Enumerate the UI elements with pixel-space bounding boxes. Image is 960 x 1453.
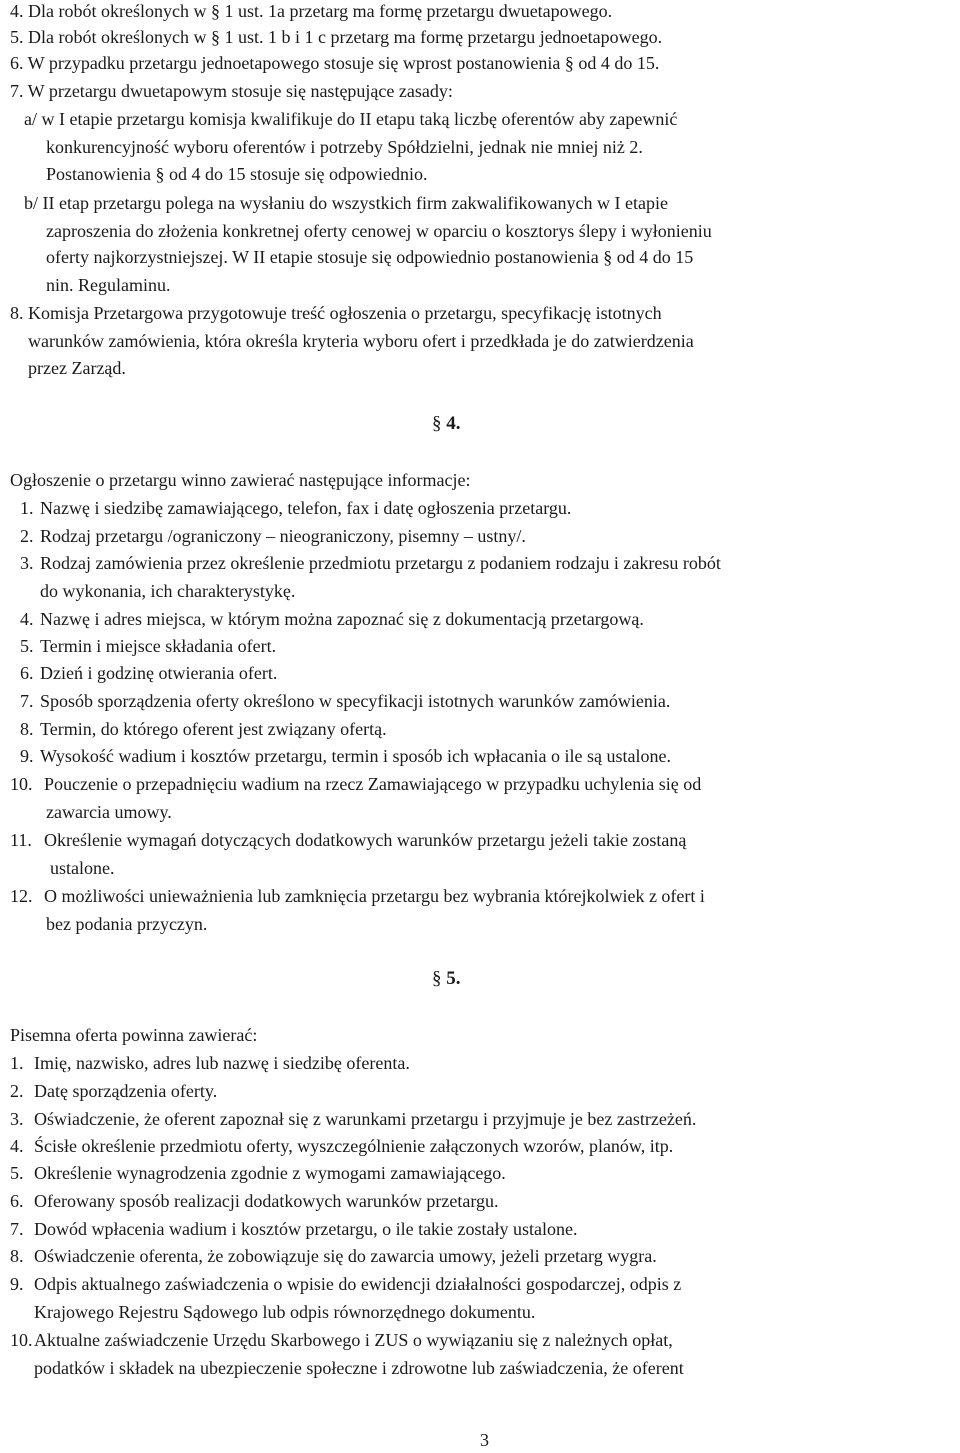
cont-item-6: 6. W przypadku przetargu jednoetapowego stosuje się wprost postanowienia § od 4 do 15.	[10, 53, 660, 73]
list-item-text: Rodzaj przetargu /ograniczony – nieograniczony, pisemny – ustny/.	[40, 526, 526, 546]
section-4-intro: Ogłoszenie o przetargu winno zawierać następujące informacje:	[10, 470, 471, 490]
list-item	[10, 1218, 578, 1240]
list-item-text: Imię, nazwisko, adres lub nazwę i siedzibę oferenta.	[34, 1053, 410, 1073]
list-item-text: Wysokość wadium i kosztów przetargu, termin i sposób ich wpłacania o ile są ustalone.	[40, 746, 671, 766]
list-item	[20, 635, 276, 657]
list-item-continuation: podatków i składek na ubezpieczenie społeczne i zdrowotne lub zaświadczenia, że oferent	[34, 1358, 684, 1378]
list-item-number: 4.	[20, 609, 34, 629]
cont-item-8-line-1: 8. Komisja Przetargowa przygotowuje treść ogłoszenia o przetargu, specyfikację istotnych	[10, 303, 662, 323]
page-number: 3	[480, 1430, 489, 1450]
section-5-intro: Pisemna oferta powinna zawierać:	[10, 1025, 258, 1045]
list-item-continuation: zawarcia umowy.	[46, 802, 172, 822]
list-item	[10, 1108, 696, 1130]
list-item	[20, 718, 387, 740]
list-item-number: 7.	[10, 1219, 24, 1239]
list-item-text: Odpis aktualnego zaświadczenia o wpisie do ewidencji działalności gospodarczej, odpis z	[34, 1274, 682, 1294]
subpoint-a-line-2: konkurencyjność wyboru oferentów i potrzeby Spółdzielni, jednak nie mniej niż 2.	[46, 137, 643, 157]
list-item-continuation: do wykonania, ich charakterystykę.	[40, 581, 296, 601]
list-item	[10, 773, 701, 795]
list-item	[10, 1329, 673, 1351]
list-item-text: Określenie wymagań dotyczących dodatkowych warunków przetargu jeżeli takie zostaną	[44, 830, 687, 850]
list-item	[20, 608, 644, 630]
list-item-number: 2.	[10, 1081, 24, 1101]
list-item-number: 3.	[10, 1109, 24, 1129]
list-item	[10, 1135, 673, 1157]
list-item	[20, 552, 721, 574]
list-item	[20, 745, 671, 767]
list-item-number: 7.	[20, 691, 34, 711]
list-item-text: Oświadczenie, że oferent zapoznał się z warunkami przetargu i przyjmuje je bez zastrzeżeń.	[34, 1109, 697, 1129]
list-item-text: Sposób sporządzenia oferty określono w specyfikacji istotnych warunków zamówienia.	[40, 691, 671, 711]
list-item-number: 8.	[10, 1246, 24, 1266]
list-item-number: 5.	[20, 636, 34, 656]
cont-item-8-line-2: warunków zamówienia, która określa kryteria wyboru ofert i przedkłada je do zatwierdzenia	[28, 331, 694, 351]
list-item-text: Ścisłe określenie przedmiotu oferty, wyszczególnienie załączonych wzorów, planów, itp.	[34, 1136, 674, 1156]
subpoint-b-line-3: oferty najkorzystniejszej. W II etapie stosuje się odpowiednio postanowienia § od 4 do 15	[46, 247, 694, 267]
section-4-heading	[432, 413, 461, 435]
list-item-text: Określenie wynagrodzenia zgodnie z wymogami zamawiającego.	[34, 1163, 506, 1183]
list-item-number: 8.	[20, 719, 34, 739]
list-item	[10, 1190, 499, 1212]
list-item	[10, 1080, 217, 1102]
list-item	[20, 525, 526, 547]
section-sign: §	[432, 413, 442, 434]
list-item-number: 1.	[20, 498, 34, 518]
list-item	[10, 1052, 410, 1074]
list-item-number: 10.	[10, 774, 33, 794]
list-item-text: Dowód wpłacenia wadium i kosztów przetargu, o ile takie zostały ustalone.	[34, 1219, 578, 1239]
list-item-number: 5.	[10, 1163, 24, 1183]
list-item-number: 9.	[10, 1274, 24, 1294]
list-item-text: Nazwę i adres miejsca, w którym można zapoznać się z dokumentacją przetargową.	[40, 609, 644, 629]
list-item-text: O możliwości unieważnienia lub zamknięcia przetargu bez wybrania którejkolwiek z ofert i	[44, 886, 705, 906]
cont-item-5: 5. Dla robót określonych w § 1 ust. 1 b i 1 c przetarg ma formę przetargu jednoetapowego.	[10, 27, 663, 47]
subpoint-b-line-1: b/ II etap przetargu polega na wysłaniu do wszystkich firm zakwalifikowanych w I etapie	[24, 193, 668, 213]
list-item	[20, 497, 571, 519]
list-item-number: 10.	[10, 1330, 33, 1350]
list-item-number: 6.	[10, 1191, 24, 1211]
list-item	[10, 1245, 657, 1267]
cont-item-4: 4. Dla robót określonych w § 1 ust. 1a przetarg ma formę przetargu dwuetapowego.	[10, 1, 613, 21]
list-item-number: 12.	[10, 886, 33, 906]
cont-item-7: 7. W przetargu dwuetapowym stosuje się następujące zasady:	[10, 81, 453, 101]
list-item	[10, 829, 686, 851]
list-item-text: Termin, do którego oferent jest związany ofertą.	[40, 719, 387, 739]
list-item	[10, 885, 705, 907]
list-item-text: Oferowany sposób realizacji dodatkowych warunków przetargu.	[34, 1191, 499, 1211]
list-item-continuation: ustalone.	[50, 858, 115, 878]
list-item-number: 9.	[20, 746, 34, 766]
list-item-text: Oświadczenie oferenta, że zobowiązuje się do zawarcia umowy, jeżeli przetarg wygra.	[34, 1246, 657, 1266]
list-item-text: Datę sporządzenia oferty.	[34, 1081, 218, 1101]
list-item-text: Rodzaj zamówienia przez określenie przedmiotu przetargu z podaniem rodzaju i zakresu robót	[40, 553, 721, 573]
section-sign: §	[432, 968, 442, 989]
list-item-text: Termin i miejsce składania ofert.	[40, 636, 277, 656]
list-item-continuation: Krajowego Rejestru Sądowego lub odpis równorzędnego dokumentu.	[34, 1302, 536, 1322]
section-number: 4.	[446, 413, 461, 434]
list-item-number: 2.	[20, 526, 34, 546]
section-5-heading	[432, 968, 461, 990]
list-item-number: 4.	[10, 1136, 24, 1156]
list-item-text: Dzień i godzinę otwierania ofert.	[40, 663, 278, 683]
subpoint-b-line-4: nin. Regulaminu.	[46, 275, 171, 295]
list-item	[20, 662, 277, 684]
list-item-number: 1.	[10, 1053, 24, 1073]
cont-item-8-line-3: przez Zarząd.	[28, 358, 126, 378]
list-item-continuation: bez podania przyczyn.	[46, 914, 208, 934]
list-item	[10, 1273, 681, 1295]
subpoint-a-line-3: Postanowienia § od 4 do 15 stosuje się odpowiednio.	[46, 164, 428, 184]
subpoint-a-line-1: a/ w I etapie przetargu komisja kwalifikuje do II etapu taką liczbę oferentów aby zapewnić	[24, 109, 678, 129]
list-item-text: Nazwę i siedzibę zamawiającego, telefon, fax i datę ogłoszenia przetargu.	[40, 498, 572, 518]
list-item-number: 3.	[20, 553, 34, 573]
list-item-number: 6.	[20, 663, 34, 683]
section-number: 5.	[446, 968, 461, 989]
list-item	[10, 1162, 506, 1184]
list-item-text: Pouczenie o przepadnięciu wadium na rzecz Zamawiającego w przypadku uchylenia się od	[44, 774, 702, 794]
subpoint-b-line-2: zaproszenia do złożenia konkretnej oferty cenowej w oparciu o kosztorys ślepy i wyłonieniu	[46, 221, 712, 241]
list-item	[20, 690, 670, 712]
list-item-text: Aktualne zaświadczenie Urzędu Skarbowego i ZUS o wywiązaniu się z należnych opłat,	[34, 1330, 673, 1350]
list-item-number: 11.	[10, 830, 32, 850]
